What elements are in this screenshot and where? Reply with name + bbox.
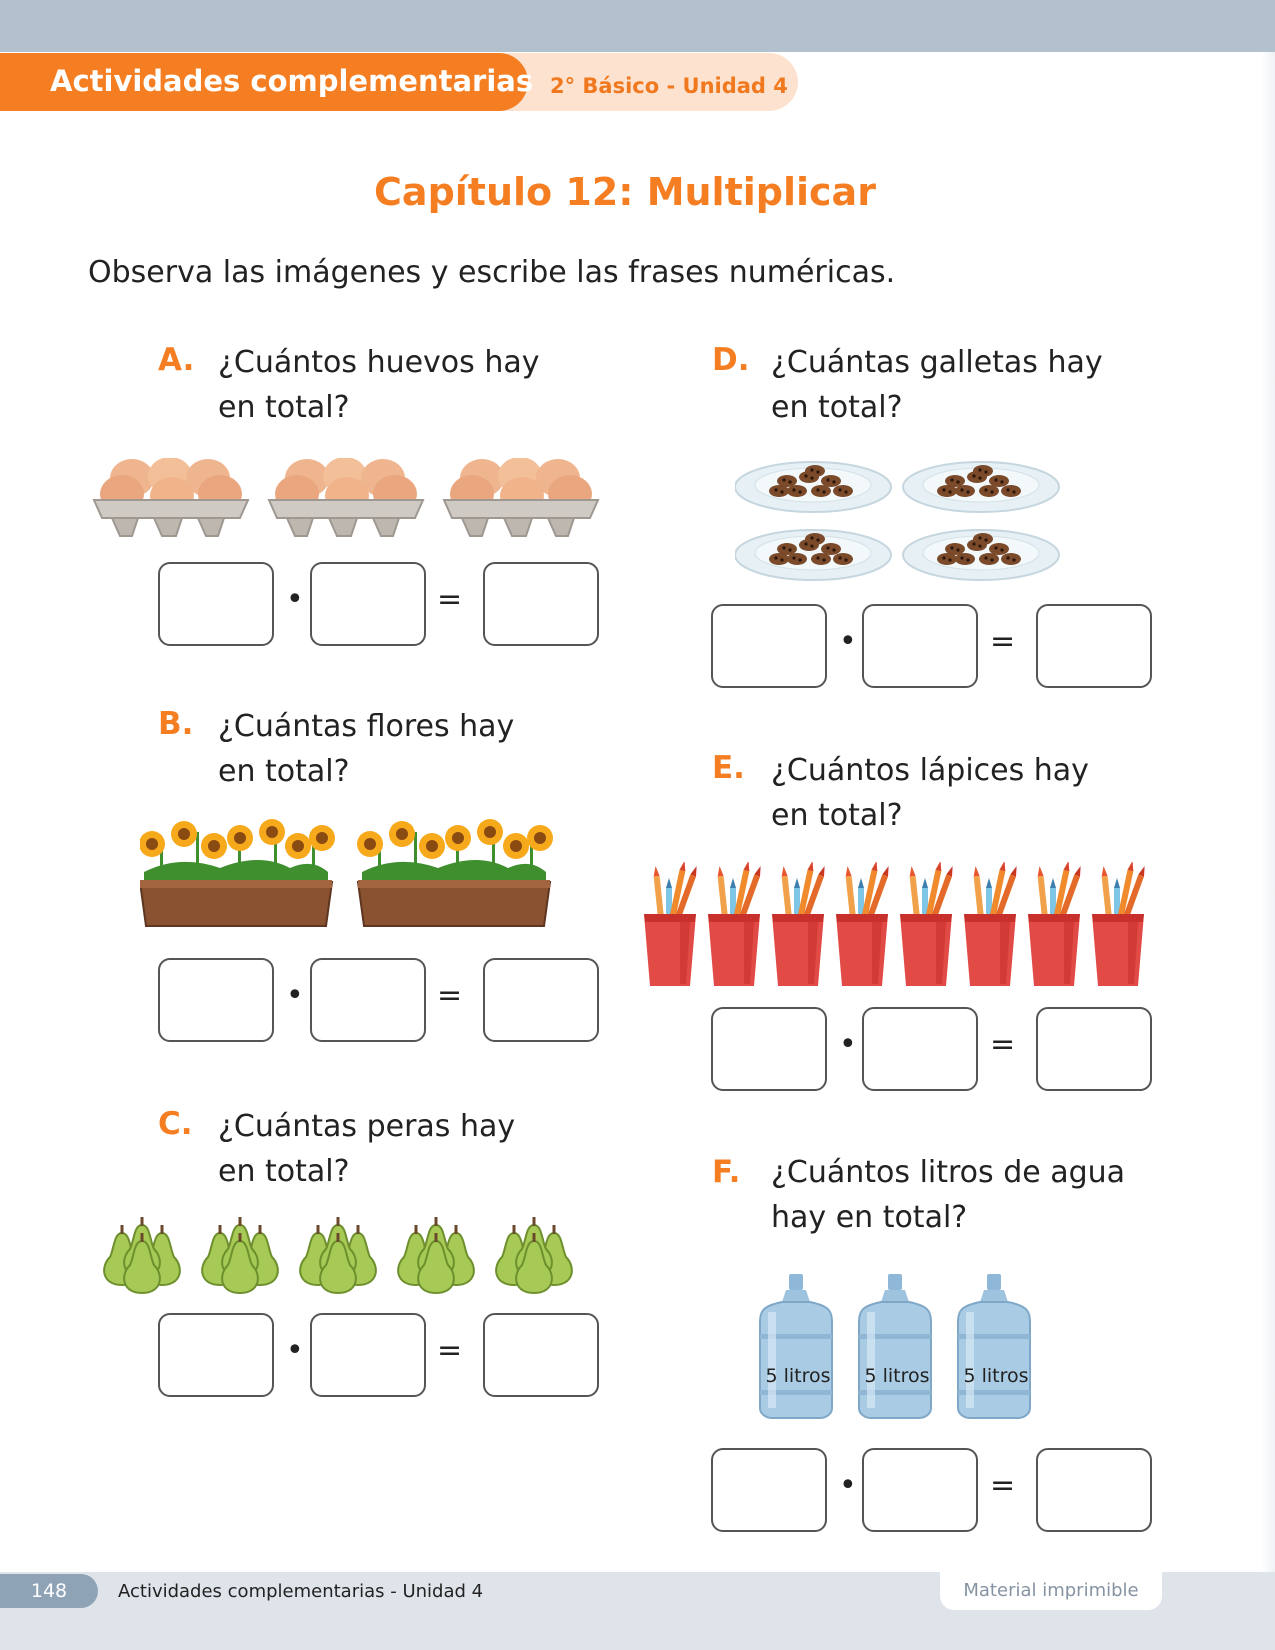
question-line: ¿Cuántos lápices hay [771, 753, 1089, 788]
question-line: en total? [218, 390, 350, 425]
question-letter: C. [158, 1106, 193, 1142]
question-letter: E. [712, 750, 745, 786]
question-letter: F. [712, 1154, 741, 1190]
question-letter: D. [712, 342, 750, 378]
question-text [771, 748, 1191, 838]
question-line: en total? [771, 390, 903, 425]
equals-sign: = [437, 1333, 463, 1368]
egg-cartons-illustration [92, 458, 602, 538]
question-line: ¿Cuántas galletas hay [771, 345, 1103, 380]
sunflower-planters-illustration [140, 818, 560, 928]
jug-label: 5 litros [765, 1365, 831, 1387]
answer-box-factor-2[interactable] [310, 562, 426, 646]
answer-box-factor-1[interactable] [158, 562, 274, 646]
equals-sign: = [437, 978, 463, 1013]
equals-sign: = [990, 1027, 1016, 1062]
answer-box-result[interactable] [1036, 1007, 1152, 1091]
page-edge-shadow [1261, 52, 1275, 1572]
multiply-dot: • [839, 1468, 857, 1503]
multiply-dot: • [839, 1027, 857, 1062]
jug-label: 5 litros [864, 1365, 930, 1387]
multiply-dot: • [286, 1333, 304, 1368]
question-text [218, 340, 638, 430]
answer-box-factor-2[interactable] [862, 1448, 978, 1532]
question-line: ¿Cuántas flores hay [218, 709, 515, 744]
answer-box-factor-1[interactable] [158, 958, 274, 1042]
answer-box-factor-2[interactable] [310, 958, 426, 1042]
header-title: Actividades complementarias [50, 64, 534, 98]
answer-box-factor-1[interactable] [711, 1007, 827, 1091]
question-line: en total? [218, 754, 350, 789]
question-text [218, 1104, 638, 1194]
answer-box-factor-2[interactable] [310, 1313, 426, 1397]
multiply-dot: • [286, 582, 304, 617]
cookie-plates-illustration [735, 455, 1065, 585]
answer-box-result[interactable] [483, 562, 599, 646]
question-line: ¿Cuántos litros de agua [771, 1155, 1126, 1190]
top-bar [0, 0, 1275, 52]
chapter-title: Capítulo 12: Multiplicar [374, 170, 876, 214]
multiply-dot: • [839, 624, 857, 659]
answer-box-result[interactable] [1036, 1448, 1152, 1532]
question-line: ¿Cuántos huevos hay [218, 345, 540, 380]
printable-material-label: Material imprimible [940, 1572, 1162, 1610]
answer-box-result[interactable] [483, 1313, 599, 1397]
pencil-cups-illustration [640, 862, 1160, 986]
question-line: hay en total? [771, 1200, 968, 1235]
question-line: en total? [218, 1154, 350, 1189]
question-letter: A. [158, 342, 195, 378]
pear-groups-illustration [100, 1215, 600, 1297]
question-line: ¿Cuántas peras hay [218, 1109, 516, 1144]
footer-text: Actividades complementarias - Unidad 4 [118, 1581, 484, 1602]
answer-box-factor-1[interactable] [711, 1448, 827, 1532]
equals-sign: = [437, 582, 463, 617]
page-number: 148 [0, 1574, 98, 1608]
answer-box-factor-2[interactable] [862, 604, 978, 688]
question-text [218, 704, 638, 794]
answer-box-factor-1[interactable] [711, 604, 827, 688]
header-subtitle: 2° Básico - Unidad 4 [550, 74, 788, 98]
question-text [771, 340, 1191, 430]
question-text [771, 1150, 1191, 1240]
answer-box-factor-2[interactable] [862, 1007, 978, 1091]
equals-sign: = [990, 624, 1016, 659]
multiply-dot: • [286, 978, 304, 1013]
answer-box-result[interactable] [483, 958, 599, 1042]
question-letter: B. [158, 706, 194, 742]
jug-label: 5 litros [963, 1365, 1029, 1387]
question-line: en total? [771, 798, 903, 833]
water-jugs-illustration [758, 1272, 1048, 1420]
equals-sign: = [990, 1468, 1016, 1503]
answer-box-factor-1[interactable] [158, 1313, 274, 1397]
answer-box-result[interactable] [1036, 604, 1152, 688]
instruction-text: Observa las imágenes y escribe las frases numéricas. [88, 255, 896, 290]
